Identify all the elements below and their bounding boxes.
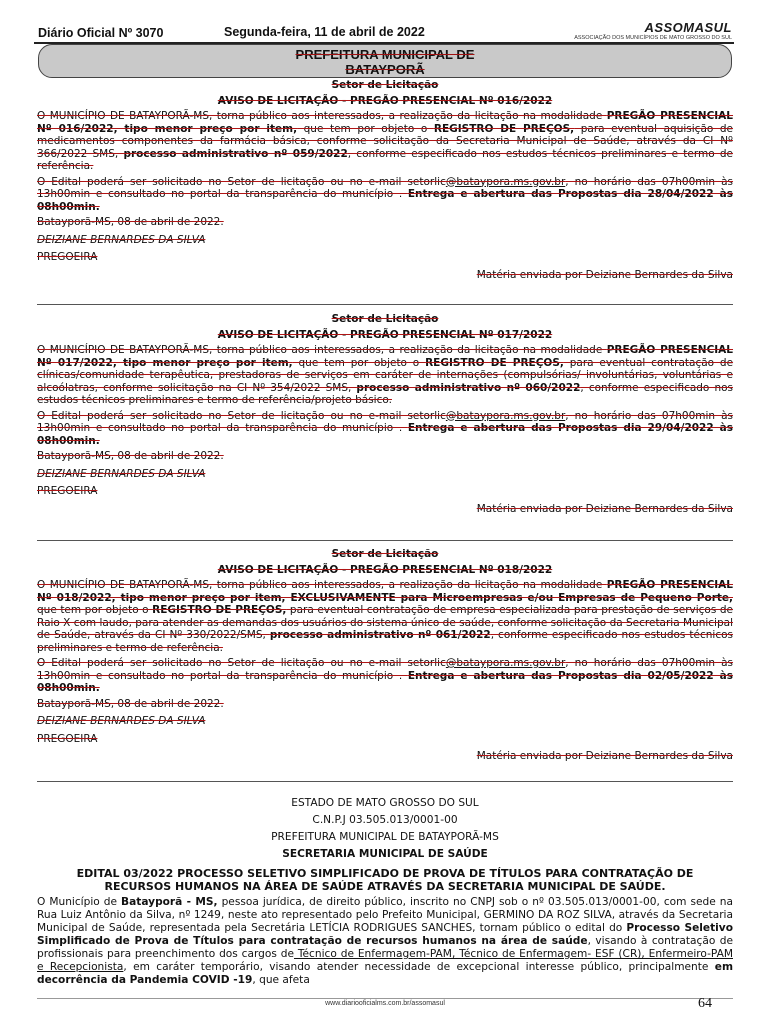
proposal-date: Entrega e abertura das Propostas dia 02/05/2022 às 08h00min. — [37, 669, 733, 694]
signer-role: PREGOEIRA — [37, 732, 98, 745]
body-text: O MUNICÍPIO DE BATAYPORÃ-MS, torna público aos interessados, a realização da licitação na modalidade — [37, 344, 607, 356]
municipality-name: Batayporã - MS, — [121, 896, 218, 908]
body-bold: PREGÃO PRESENCIAL Nº 017/2022, tipo menor preço por item, — [37, 344, 734, 369]
body-text: que tem por objeto o — [37, 604, 153, 616]
notice-sector: Setor de Licitação — [331, 548, 439, 560]
signer-name: DEIZIANE BERNARDES DA SILVA — [37, 233, 206, 246]
body-text: para eventual contratação de empresa especializada para prestação de serviços de Raio X com laudo, para atender as demandas dos usuários do sistema único de saúde, conforme solicitação da Secretaria Municipal de Saúde, através da CI Nº 330/2022/SMS, — [37, 604, 733, 641]
footer-url[interactable]: www.diariooficialms.com.br/assomasul — [325, 1000, 445, 1007]
body-text: , tornam público o edital do — [472, 922, 627, 934]
notice-018 — [37, 548, 733, 763]
process-number: processo administrativo nº 061/2022 — [269, 629, 491, 641]
page-header — [34, 22, 734, 44]
state-name: ESTADO DE MATO GROSSO DO SUL — [291, 797, 479, 809]
notice-body — [37, 344, 733, 407]
banner-line-1: PREFEITURA MUNICIPAL DE — [295, 47, 475, 62]
body-bold: REGISTRO DE PREÇOS, — [425, 356, 564, 369]
signer-name: DEIZIANE BERNARDES DA SILVA — [37, 467, 206, 480]
body-text: O MUNICÍPIO DE BATAYPORÃ-MS, torna público aos interessados, a realização da licitação na modalidade — [37, 110, 607, 122]
cnpj: C.N.P.J 03.505.013/0001-00 — [312, 814, 458, 826]
secretaria-name: SECRETARIA MUNICIPAL DE SAÚDE — [282, 848, 488, 860]
separator — [37, 540, 733, 541]
body-text: , no horário das 07h00min às 13h00min e consultado no portal da transparência do município . — [37, 409, 734, 434]
body-text: , conforme especificado nos estudos técnicos preliminares e termo de referência. — [37, 629, 734, 654]
email-link[interactable]: @bataypora.ms.gov.br — [445, 409, 566, 422]
footer-rule — [37, 998, 733, 999]
logo-name: ASSOMASUL — [644, 20, 732, 35]
body-text: para eventual contratação de clínicas/comunidade terapêutica, prestadoras de serviços em caráter de internações (compulsórias/ involuntárias, voluntárias e alcoólatras, conforme solicitação na CI Nº 354/2022 SMS, — [37, 356, 734, 394]
journal-number: Diário Oficial Nº 3070 — [38, 26, 164, 40]
notice-016 — [37, 79, 733, 281]
body-text: para eventual aquisição de medicamentos componentes da farmácia básica, conforme solicitação da Secretaria Municipal de Saúde, através da CI Nº 366/2022 SMS, — [37, 122, 733, 160]
body-text: , que afeta — [252, 974, 310, 986]
place-date: Batayporã-MS, 08 de abril de 2022. — [37, 697, 224, 710]
signer-role: PREGOEIRA — [37, 251, 98, 263]
body-text: , conforme especificado nos estudos técnicos preliminares e termo de referência/projeto básico. — [37, 381, 733, 406]
issue-date: Segunda-feira, 11 de abril de 2022 — [224, 25, 425, 39]
edital-body — [37, 896, 733, 987]
edital-section — [37, 797, 733, 987]
notice-sector: Setor de Licitação — [331, 313, 439, 325]
process-number: processo administrativo nº 059/2022 — [123, 147, 348, 160]
prefeitura-name: PREFEITURA MUNICIPAL DE BATAYPORÃ-MS — [271, 831, 499, 843]
edital-title: EDITAL 03/2022 PROCESSO SELETIVO SIMPLIFICADO DE PROVA DE TÍTULOS PARA CONTRATAÇÃO DE RECURSOS HUMANOS NA ÁREA DE SAÚDE ATRAVÉS DA SECRETARIA MUNICIPAL DE SAÚDE. — [76, 867, 694, 893]
place-date: Batayporã-MS, 08 de abril de 2022. — [37, 450, 224, 462]
notice-body — [37, 579, 733, 654]
body-text: O Município de — [37, 896, 122, 908]
body-bold: PREGÃO PRESENCIAL Nº 016/2022, tipo menor preço por item, — [37, 110, 734, 135]
notice-title: AVISO DE LICITAÇÃO - PREGÃO PRESENCIAL Nº 017/2022 — [217, 328, 553, 341]
body-text: que tem por objeto o — [292, 356, 426, 369]
notice-edital — [37, 410, 733, 448]
body-text: O Edital poderá ser solicitado no Setor de licitação ou no e-mail setorlic — [37, 657, 446, 669]
signer-name: DEIZIANE BERNARDES DA SILVA — [37, 715, 206, 727]
proposal-date: Entrega e abertura das Propostas dia 28/04/2022 às 08h00min. — [37, 188, 733, 213]
notice-title: AVISO DE LICITAÇÃO - PREGÃO PRESENCIAL Nº 018/2022 — [217, 563, 553, 576]
assomasul-logo — [574, 19, 732, 41]
body-text: O Edital poderá ser solicitado no Setor de licitação ou no e-mail setorlic — [37, 175, 446, 188]
body-text: , conforme especificado nos estudos técnicos preliminares e termo de referência. — [37, 147, 733, 172]
sent-by: Matéria enviada por Deiziane Bernardes da Silva — [476, 750, 733, 762]
notice-017 — [37, 313, 733, 515]
body-text: , visando à contratação de profissionais para preenchimento dos cargos de — [37, 935, 733, 960]
body-bold: PREGÃO PRESENCIAL Nº 018/2022, tipo menor preço por item, EXCLUSIVAMENTE para Microempresas e/ou Empresas de Pequeno Porte, — [37, 579, 734, 604]
body-text: O Edital poderá ser solicitado no Setor de licitação ou no e-mail setorlic — [37, 409, 446, 422]
pandemic-reason: em decorrência da Pandemia COVID -19 — [37, 961, 733, 986]
proposal-date: Entrega e abertura das Propostas dia 29/04/2022 às 08h00min. — [37, 422, 733, 447]
email-link[interactable]: @bataypora.ms.gov.br — [445, 175, 566, 188]
body-text: O MUNICÍPIO DE BATAYPORÃ-MS, torna público aos interessados, a realização da licitação na modalidade — [37, 579, 607, 591]
body-text: pessoa jurídica, de direito público, inscrito no CNPJ sob o nº 03.505.013/0001-00, com sede na Rua Luiz Antônio da Silva, nº 1249, neste ato representado pelo Prefeito Municipal, GERMINO DA ROZ SILVA, através da Secretaria Municipal de Saúde, representada pela Secretária LETÍCIA RODRIGUES SANCHES — [37, 896, 733, 934]
email-link[interactable]: @bataypora.ms.gov.br — [445, 657, 566, 669]
notice-title: AVISO DE LICITAÇÃO - PREGÃO PRESENCIAL Nº 016/2022 — [217, 94, 553, 107]
banner-line-2: BATAYPORÃ — [345, 62, 425, 77]
process-title: Processo Seletivo Simplificado de Prova de Títulos para contratação de recursos humanos na área de saúde — [37, 922, 733, 947]
sent-by: Matéria enviada por Deiziane Bernardes da Silva — [476, 502, 733, 515]
logo-subtitle: ASSOCIAÇÃO DOS MUNICÍPIOS DE MATO GROSSO DO SUL — [574, 35, 732, 41]
body-bold: REGISTRO DE PREÇOS, — [433, 122, 575, 135]
separator — [37, 781, 733, 782]
separator — [37, 304, 733, 305]
place-date: Batayporã-MS, 08 de abril de 2022. — [37, 216, 224, 228]
notice-edital — [37, 657, 733, 695]
notice-edital — [37, 176, 733, 214]
body-text: , no horário das 07h00min às 13h00min e consultado no portal da transparência do município . — [37, 175, 734, 200]
process-number: processo administrativo nº 060/2022 — [356, 381, 581, 394]
prefeitura-banner — [38, 44, 732, 78]
body-text: , no horário das 07h00min às 13h00min e consultado no portal da transparência do município . — [37, 657, 734, 682]
body-bold: REGISTRO DE PREÇOS, — [152, 604, 287, 616]
notice-body — [37, 110, 733, 173]
body-text: que tem por objeto o — [297, 122, 434, 135]
positions-list: Técnico de Enfermagem-PAM, Técnico de Enfermagem- ESF (CR), Enfermeiro-PAM e Recepcionista — [37, 948, 733, 973]
notice-sector: Setor de Licitação — [331, 79, 439, 91]
page-number: 64 — [698, 996, 712, 1011]
body-text: , em caráter temporário, visando atender necessidade de excepcional interesse público, principalmente — [123, 961, 715, 973]
signer-role: PREGOEIRA — [37, 485, 98, 497]
sent-by: Matéria enviada por Deiziane Bernardes da Silva — [476, 268, 733, 281]
